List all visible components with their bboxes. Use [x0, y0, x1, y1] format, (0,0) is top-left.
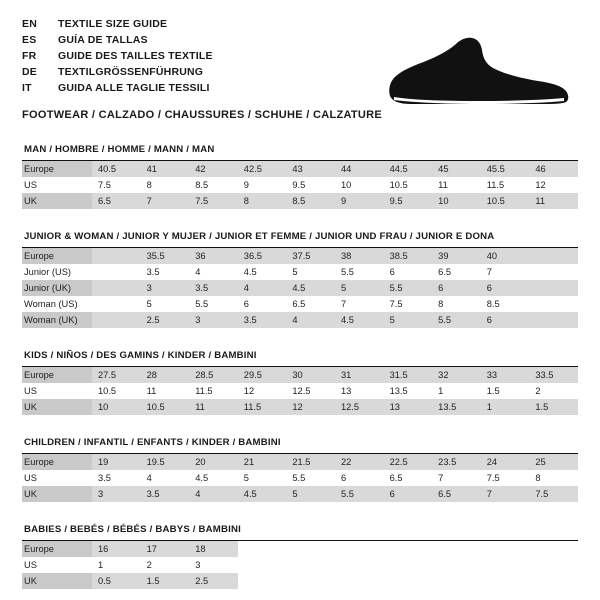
section-man: [22, 144, 578, 209]
section-title: BABIES / BEBÉS / BÉBÉS / BABYS / BAMBINI: [22, 524, 578, 541]
cell: 8: [146, 180, 152, 190]
cell: 32: [432, 367, 481, 383]
language-title: TEXTILE SIZE GUIDE: [58, 18, 168, 30]
cell: 3: [195, 560, 201, 570]
cell: 7.5: [389, 299, 403, 309]
cell: 33.5: [529, 367, 578, 383]
row-label: UK: [22, 486, 92, 502]
cell: [92, 296, 141, 312]
cell: 36.5: [238, 248, 287, 264]
cell: 46: [529, 161, 578, 177]
cell: 7.5: [529, 486, 578, 502]
cell: 10.5: [389, 180, 408, 190]
cell: 4.5: [195, 473, 209, 483]
cell: 8: [535, 473, 541, 483]
size-table-man: [22, 161, 578, 209]
language-row: [22, 66, 213, 82]
cell: 6: [384, 486, 433, 502]
cell: 6: [340, 473, 347, 483]
cell: 10.5: [481, 193, 530, 209]
size-table-kids: [22, 367, 578, 415]
language-row: [22, 34, 213, 50]
cell: 16: [92, 541, 141, 557]
cell: 6.5: [292, 299, 306, 309]
row-label: Europe: [22, 367, 92, 383]
row-label: UK: [22, 573, 92, 589]
cell: 5: [292, 267, 298, 277]
table-row: [22, 470, 578, 486]
cell: 6: [243, 299, 249, 309]
cell-empty: [238, 541, 287, 557]
cell: 4.5: [238, 486, 287, 502]
cell: 17: [141, 541, 190, 557]
cell-empty: [384, 573, 433, 589]
table-row: [22, 454, 578, 470]
size-table-babies: [22, 541, 578, 589]
table-row: [22, 177, 578, 193]
cell: 8: [238, 193, 287, 209]
cell: 28.5: [189, 367, 238, 383]
size-table-children: [22, 454, 578, 502]
cell-empty: [384, 557, 433, 573]
cell: 5.5: [340, 267, 354, 277]
row-label: US: [24, 386, 37, 396]
cell: 8.5: [486, 299, 500, 309]
cell: 11.5: [238, 399, 287, 415]
cell: 13: [384, 399, 433, 415]
table-row: [22, 264, 578, 280]
cell-empty: [481, 573, 530, 589]
cell: 12: [535, 180, 546, 190]
cell: 1.5: [529, 399, 578, 415]
row-label: UK: [22, 399, 92, 415]
language-row: [22, 50, 213, 66]
cell: 27.5: [92, 367, 141, 383]
section-title: CHILDREN / INFANTIL / ENFANTS / KINDER / BAMBINI: [22, 437, 578, 454]
table-row: [22, 248, 578, 264]
cell: 12.5: [292, 386, 311, 396]
cell: 7.5: [189, 193, 238, 209]
cell-empty: [335, 557, 384, 573]
cell: 6.5: [438, 267, 452, 277]
cell: 12.5: [335, 399, 384, 415]
cell: 3: [141, 280, 190, 296]
cell: 11: [189, 399, 238, 415]
language-row: [22, 82, 213, 98]
cell: 6: [432, 280, 481, 296]
cell: 1.5: [486, 386, 500, 396]
cell: 43: [286, 161, 335, 177]
cell: 6.5: [432, 486, 481, 502]
cell: 12: [286, 399, 335, 415]
cell: 42.5: [238, 161, 287, 177]
cell-empty: [529, 573, 578, 589]
cell-empty: [238, 557, 287, 573]
cell: [529, 296, 578, 312]
cell: 9.5: [384, 193, 433, 209]
table-row: [22, 573, 578, 589]
cell: 5: [286, 486, 335, 502]
table-row: [22, 367, 578, 383]
cell: 5: [243, 473, 249, 483]
cell: 38: [335, 248, 384, 264]
language-code: DE: [22, 66, 37, 78]
cell: 4.5: [243, 267, 257, 277]
cell: [92, 280, 141, 296]
table-row: [22, 486, 578, 502]
cell: [529, 312, 578, 328]
cell: 6.5: [92, 193, 141, 209]
cell: 4.5: [335, 312, 384, 328]
row-label: Woman (UK): [22, 312, 92, 328]
cell: 2: [535, 386, 541, 396]
cell: 30: [286, 367, 335, 383]
cell: 39: [432, 248, 481, 264]
section-title: JUNIOR & WOMAN / JUNIOR Y MUJER / JUNIOR ET FEMME / JUNIOR UND FRAU / JUNIOR E DONA: [22, 231, 578, 248]
cell: 8.5: [286, 193, 335, 209]
row-label: US: [24, 180, 37, 190]
cell-empty: [238, 573, 287, 589]
cell: 3: [189, 312, 238, 328]
cell: 6: [481, 280, 530, 296]
cell: 13: [340, 386, 352, 396]
language-code: ES: [22, 34, 37, 46]
cell: 9: [243, 180, 249, 190]
cell: 19: [92, 454, 141, 470]
cell: [529, 264, 578, 280]
cell: 5.5: [195, 299, 209, 309]
cell: 3.5: [98, 473, 111, 483]
cell: 4: [195, 267, 201, 277]
cell: 5.5: [335, 486, 384, 502]
cell: 22.5: [384, 454, 433, 470]
cell: 5.5: [292, 473, 306, 483]
row-label: Junior (US): [24, 267, 72, 277]
cell: 6: [481, 312, 530, 328]
cell: 20: [189, 454, 238, 470]
cell: 3: [92, 486, 141, 502]
cell: 3.5: [146, 267, 160, 277]
footwear-heading: FOOTWEAR / CALZADO / CHAUSSURES / SCHUHE / CALZATURE: [22, 109, 383, 121]
cell: 35.5: [141, 248, 190, 264]
row-label: US: [24, 560, 37, 570]
cell: 21.5: [286, 454, 335, 470]
cell: 31.5: [384, 367, 433, 383]
cell: 45: [432, 161, 481, 177]
cell-empty: [286, 557, 335, 573]
cell: 7: [486, 267, 492, 277]
cell: 21: [238, 454, 287, 470]
cell: [92, 264, 141, 280]
cell: 10: [92, 399, 141, 415]
cell: 4: [146, 473, 152, 483]
cell-empty: [432, 541, 481, 557]
cell: [92, 248, 141, 264]
cell: 7: [141, 193, 190, 209]
cell: 8.5: [195, 180, 209, 190]
cell: 5: [384, 312, 433, 328]
cell: 19.5: [141, 454, 190, 470]
cell: 5.5: [384, 280, 433, 296]
cell: 11.5: [195, 386, 213, 396]
cell: 4: [286, 312, 335, 328]
language-title: GUIDA ALLE TAGLIE TESSILI: [58, 82, 210, 94]
cell-empty: [335, 541, 384, 557]
table-row: [22, 296, 578, 312]
cell: 5: [146, 299, 152, 309]
row-label: Europe: [22, 161, 92, 177]
row-label: US: [24, 473, 37, 483]
cell-empty: [286, 541, 335, 557]
cell: 0.5: [92, 573, 141, 589]
cell: 38.5: [384, 248, 433, 264]
cell: 31: [335, 367, 384, 383]
cell: 4: [189, 486, 238, 502]
table-row: [22, 557, 578, 573]
language-code: EN: [22, 18, 37, 30]
language-title: TEXTILGRÖSSENFÜHRUNG: [58, 66, 204, 78]
row-label: Europe: [22, 454, 92, 470]
cell: 10: [432, 193, 481, 209]
cell: 9: [335, 193, 384, 209]
section-junior-woman: [22, 231, 578, 328]
table-row: [22, 193, 578, 209]
cell-empty: [481, 541, 530, 557]
section-title: KIDS / NIÑOS / DES GAMINS / KINDER / BAMBINI: [22, 350, 578, 367]
section-babies: [22, 524, 578, 589]
table-row: [22, 161, 578, 177]
cell: 18: [189, 541, 238, 557]
cell: [529, 280, 578, 296]
cell: 1: [98, 560, 104, 570]
cell: 13.5: [389, 386, 408, 396]
language-title: GUÍA DE TALLAS: [58, 34, 148, 46]
cell: 33: [481, 367, 530, 383]
cell: 13.5: [432, 399, 481, 415]
cell-empty: [529, 557, 578, 573]
row-label: Europe: [22, 541, 92, 557]
cell: 7.5: [486, 473, 500, 483]
cell: 36: [189, 248, 238, 264]
table-row: [22, 399, 578, 415]
cell: 7: [340, 299, 347, 309]
section-children: [22, 437, 578, 502]
cell: 23.5: [432, 454, 481, 470]
dress-shoe-icon: [382, 34, 572, 112]
cell: 3.5: [141, 486, 190, 502]
table-row: [22, 280, 578, 296]
row-label: Europe: [22, 248, 92, 264]
language-title-list: [22, 18, 213, 98]
cell: 41: [141, 161, 190, 177]
row-label: Woman (US): [24, 299, 78, 309]
cell: 10.5: [98, 386, 117, 396]
cell: 44.5: [384, 161, 433, 177]
size-table-junior-woman: [22, 248, 578, 328]
section-title: MAN / HOMBRE / HOMME / MANN / MAN: [22, 144, 578, 161]
cell: 11.5: [486, 180, 505, 190]
cell: 28: [141, 367, 190, 383]
cell-empty: [286, 573, 335, 589]
cell: [92, 312, 141, 328]
cell: 1.5: [141, 573, 190, 589]
cell: 6.5: [389, 473, 403, 483]
cell: 2.5: [189, 573, 238, 589]
cell: 45.5: [481, 161, 530, 177]
cell: 40.5: [92, 161, 141, 177]
cell: 4: [238, 280, 287, 296]
cell: 7: [481, 486, 530, 502]
cell: 29.5: [238, 367, 287, 383]
header: [22, 18, 578, 122]
cell: 5: [335, 280, 384, 296]
cell: 42: [189, 161, 238, 177]
section-kids: [22, 350, 578, 415]
row-label: Junior (UK): [22, 280, 92, 296]
language-title: GUIDE DES TAILLES TEXTILE: [58, 50, 213, 62]
table-row: [22, 383, 578, 399]
cell: 2: [146, 560, 152, 570]
cell: 24: [481, 454, 530, 470]
cell: 7: [438, 473, 444, 483]
cell: 9.5: [292, 180, 306, 190]
cell: 3.5: [189, 280, 238, 296]
cell: 40: [481, 248, 530, 264]
cell-empty: [432, 557, 481, 573]
cell: 10: [340, 180, 352, 190]
cell-empty: [335, 573, 384, 589]
cell: 22: [335, 454, 384, 470]
cell: 37.5: [286, 248, 335, 264]
cell: 11: [438, 180, 448, 190]
cell: 2.5: [141, 312, 190, 328]
cell: 11: [146, 386, 157, 396]
cell: 5.5: [432, 312, 481, 328]
cell: 7.5: [98, 180, 111, 190]
cell-empty: [384, 541, 433, 557]
cell-empty: [481, 557, 530, 573]
cell: 10.5: [141, 399, 190, 415]
language-code: IT: [22, 82, 32, 94]
language-row: [22, 18, 213, 34]
cell: [529, 248, 578, 264]
cell-empty: [432, 573, 481, 589]
cell: 3.5: [238, 312, 287, 328]
cell: 12: [243, 386, 255, 396]
cell: 44: [335, 161, 384, 177]
cell: 1: [438, 386, 444, 396]
table-row: [22, 312, 578, 328]
cell: 1: [481, 399, 530, 415]
cell: 8: [438, 299, 444, 309]
language-code: FR: [22, 50, 37, 62]
row-label: UK: [22, 193, 92, 209]
cell: 6: [389, 267, 395, 277]
cell: 25: [529, 454, 578, 470]
cell: 4.5: [286, 280, 335, 296]
cell: 11: [529, 193, 578, 209]
cell-empty: [529, 541, 578, 557]
table-row: [22, 541, 578, 557]
